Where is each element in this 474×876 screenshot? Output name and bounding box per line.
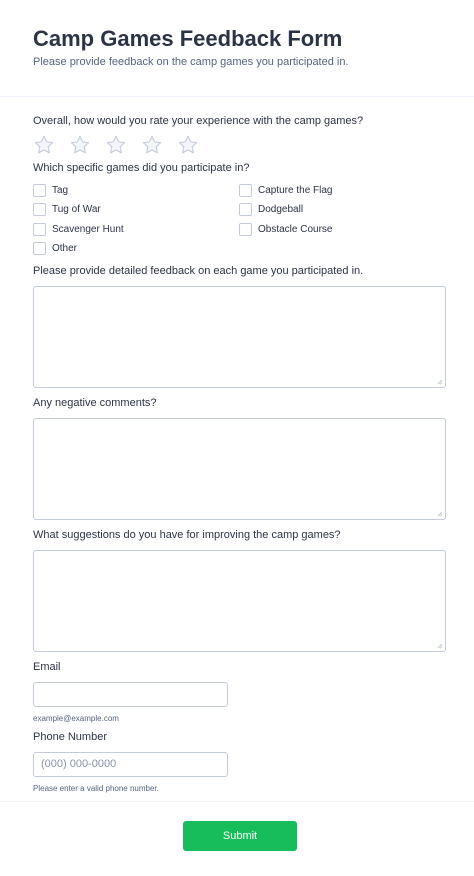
checkbox-box[interactable] xyxy=(239,184,252,197)
checkbox-box[interactable] xyxy=(239,203,252,216)
resize-grip-icon[interactable] xyxy=(437,643,443,649)
star-icon[interactable] xyxy=(33,134,55,156)
page-subtitle: Please provide feedback on the camp games you participated in. xyxy=(33,56,349,68)
detailed-feedback-textarea[interactable] xyxy=(33,286,446,388)
checkbox-label: Capture the Flag xyxy=(258,184,333,196)
header-divider xyxy=(0,96,474,97)
phone-hint: Please enter a valid phone number. xyxy=(33,784,159,793)
star-rating[interactable] xyxy=(33,134,199,156)
star-icon[interactable] xyxy=(69,134,91,156)
star-icon[interactable] xyxy=(141,134,163,156)
checkbox-label: Other xyxy=(52,242,78,254)
checkbox-label: Scavenger Hunt xyxy=(52,223,124,235)
checkbox-capture-the-flag[interactable] xyxy=(239,182,333,198)
phone-label: Phone Number xyxy=(33,731,107,743)
email-input[interactable] xyxy=(33,682,228,707)
checkbox-box[interactable] xyxy=(33,203,46,216)
star-icon[interactable] xyxy=(177,134,199,156)
checkbox-box[interactable] xyxy=(33,184,46,197)
checkbox-scavenger-hunt[interactable] xyxy=(33,221,124,237)
suggestions-label: What suggestions do you have for improving the camp games? xyxy=(33,529,341,541)
checkbox-tag[interactable] xyxy=(33,182,68,198)
checkbox-obstacle-course[interactable] xyxy=(239,221,332,237)
checkbox-tug-of-war[interactable] xyxy=(33,201,101,217)
checkbox-label: Tug of War xyxy=(52,203,101,215)
email-hint: example@example.com xyxy=(33,714,119,723)
checkbox-box[interactable] xyxy=(33,223,46,236)
submit-button[interactable]: Submit xyxy=(183,821,297,851)
checkbox-label: Tag xyxy=(52,184,69,196)
checkbox-label: Obstacle Course xyxy=(258,223,333,235)
checkbox-label: Dodgeball xyxy=(258,203,304,215)
checkbox-dodgeball[interactable] xyxy=(239,201,303,217)
checkbox-other[interactable] xyxy=(33,240,77,256)
page-title: Camp Games Feedback Form xyxy=(33,26,343,51)
rating-question: Overall, how would you rate your experience with the camp games? xyxy=(33,115,364,127)
email-label: Email xyxy=(33,661,61,673)
resize-grip-icon[interactable] xyxy=(437,511,443,517)
negative-comments-label: Any negative comments? xyxy=(33,397,157,409)
games-question: Which specific games did you participate in? xyxy=(33,162,250,174)
negative-comments-textarea[interactable] xyxy=(33,418,446,520)
checkbox-box[interactable] xyxy=(239,223,252,236)
checkbox-box[interactable] xyxy=(33,242,46,255)
footer-divider xyxy=(0,801,474,802)
phone-input[interactable]: (000) 000-0000 xyxy=(33,752,228,777)
detailed-feedback-label: Please provide detailed feedback on each game you participated in. xyxy=(33,265,364,277)
suggestions-textarea[interactable] xyxy=(33,550,446,652)
resize-grip-icon[interactable] xyxy=(437,379,443,385)
star-icon[interactable] xyxy=(105,134,127,156)
